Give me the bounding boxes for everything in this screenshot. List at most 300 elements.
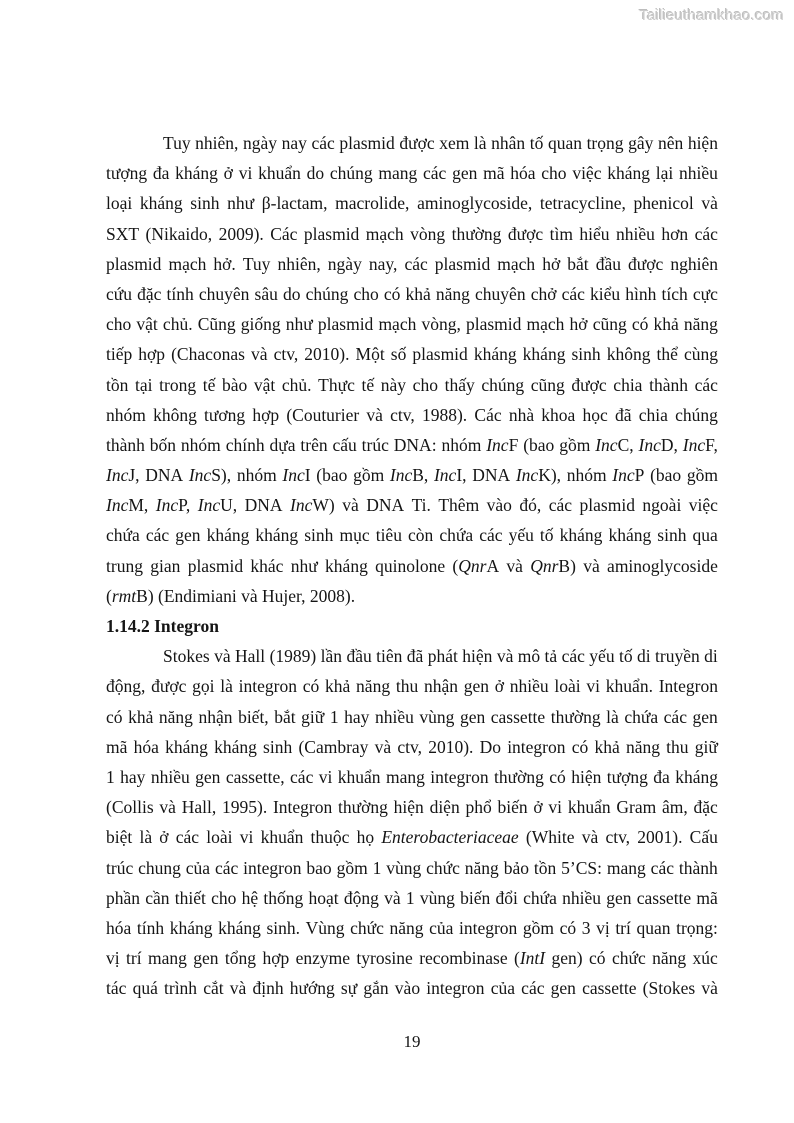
word-token [222,370,247,400]
word-token [424,671,458,701]
text-segment: các [145,525,170,546]
word-token [106,671,145,701]
word-token [250,551,283,581]
text-segment: chuyên [198,283,250,304]
text-segment: thành [678,857,718,878]
text-line [106,792,718,822]
word-token [282,370,312,400]
text-segment: đã [406,646,424,667]
word-token [657,520,686,550]
word-token [695,732,718,762]
text-segment: Một [355,344,385,365]
word-token [286,400,359,430]
word-token [273,792,332,822]
text-line [106,641,718,671]
text-segment: 2001). [637,827,683,848]
text-segment: đổi [495,887,518,908]
word-token [540,188,626,218]
text-segment: (bao [523,434,555,455]
word-token [652,943,686,973]
text-segment: gồm [559,434,591,455]
text-line [106,128,718,158]
italic-text: Inc [638,434,661,455]
text-segment: như [290,555,318,576]
word-token [628,128,653,158]
word-token [616,792,656,822]
text-segment: vị [106,948,120,969]
word-token [171,339,245,369]
word-token [376,520,402,550]
text-segment: hợp [138,344,166,365]
text-segment: diện [429,797,460,818]
text-segment: lại [655,163,674,184]
word-token [159,370,196,400]
text-segment: chức [426,857,460,878]
text-segment: sâu [254,283,278,304]
italic-text: Inc [155,495,179,516]
word-token [428,641,458,671]
word-token [464,671,489,701]
text-segment: xem [439,133,470,153]
text-segment: năng [389,917,424,938]
word-token [452,219,502,249]
word-token [615,913,631,943]
text-segment: biết, [238,706,269,727]
text-segment: integron [426,978,485,999]
word-token [460,883,490,913]
word-token [306,913,345,943]
text-line [106,370,718,400]
word-token [274,702,295,732]
text-line [106,853,718,883]
word-token [412,490,431,520]
word-token [243,128,277,158]
text-segment: lần [320,646,343,667]
word-token [572,339,601,369]
word-token [523,913,554,943]
word-token [344,883,379,913]
word-token [523,339,566,369]
text-segment: được [399,133,435,153]
text-segment: có [589,948,606,969]
word-token [356,339,385,369]
word-token [654,309,679,339]
text-segment: vật [253,374,276,395]
text-segment: nhóm [566,465,607,486]
word-token [175,520,200,550]
word-token [399,128,434,158]
word-token [304,219,359,249]
text-segment: cho [106,314,132,335]
word-token [390,460,428,490]
word-token [589,641,614,671]
word-token [346,641,371,671]
italic-text: Inc [486,434,509,455]
text-segment: các [521,978,545,999]
word-token [460,702,485,732]
text-segment: và [506,555,523,576]
word-token [687,460,718,490]
text-segment: 3 [581,917,591,938]
word-token [435,249,490,279]
word-token [106,551,143,581]
word-token [526,822,575,852]
word-token [270,641,317,671]
text-segment: ngoài [642,495,682,516]
text-segment: chúng [329,163,373,184]
text-segment: tố [529,133,544,153]
text-segment: tồn [106,374,129,395]
word-token [637,641,651,671]
word-token [693,943,718,973]
word-token [277,249,320,279]
text-segment: các [548,495,573,516]
text-segment: thuộc [310,827,350,848]
word-token [325,551,368,581]
word-token [156,490,191,520]
text-segment: kháng [206,525,250,546]
word-token [421,309,460,339]
text-segment: 5’CS: [561,857,602,878]
word-token [475,279,526,309]
text-segment: 2009). [218,223,264,244]
word-token [203,370,216,400]
text-segment: gồm [686,465,718,486]
word-token [481,370,524,400]
word-token [167,279,194,309]
word-token [593,309,627,339]
text-segment: do [306,163,325,184]
text-segment: bảo [503,857,529,878]
word-token [531,279,557,309]
text-segment: thu [666,736,689,757]
text-segment: cho [541,163,567,184]
text-segment: recombinase [419,948,508,969]
text-segment: đã [615,404,632,425]
word-token [521,973,544,1003]
text-line [106,973,718,1003]
text-segment: trọng [586,133,624,153]
text-segment: chính [225,434,265,455]
text-segment: M, [128,495,149,516]
text-line [106,822,718,852]
text-segment: di [637,646,651,667]
word-token [168,249,206,279]
word-token [378,309,416,339]
text-segment: dựa [269,434,296,455]
word-token [684,339,718,369]
word-token [497,792,527,822]
word-token [589,943,606,973]
text-segment: J, [128,465,140,486]
word-token [572,732,589,762]
text-segment: gen [195,766,221,787]
word-token [146,520,169,550]
text-segment: sự [340,978,358,999]
word-token [291,551,318,581]
text-segment: P, [178,495,191,516]
text-segment: biến [460,887,491,908]
text-segment: nhiều [679,163,718,184]
word-token [516,460,561,490]
text-segment: hóa [106,917,132,938]
text-segment: chứa [523,887,557,908]
word-token [182,792,217,822]
word-token [661,219,688,249]
text-segment: kháng [522,344,566,365]
word-token [514,943,545,973]
word-token [106,943,120,973]
text-segment: hóa [510,163,536,184]
text-segment: chúng [675,404,718,425]
word-token [175,883,206,913]
word-token [465,792,491,822]
word-token [263,883,303,913]
text-segment: kháng [473,344,517,365]
text-segment: gen [550,978,576,999]
word-token [290,490,335,520]
word-token [472,460,510,490]
paragraph-plasmid [106,128,718,611]
text-segment: cassette [636,887,692,908]
text-segment: cấu [332,434,357,455]
text-line [106,249,718,279]
text-segment: (bao [650,465,682,486]
text-segment: K), [538,465,562,486]
text-segment: ở [159,827,169,848]
word-token [153,158,170,188]
word-token [426,973,484,1003]
word-token [337,853,368,883]
word-token [412,339,467,369]
word-token [407,641,424,671]
text-segment: được [151,676,187,697]
text-segment: loài [554,676,581,697]
word-token [290,762,313,792]
word-token [509,520,534,550]
text-line [106,279,718,309]
text-line [106,671,718,701]
word-token [607,158,650,188]
word-token [670,249,718,279]
text-segment: thấy [444,374,475,395]
word-token [193,943,218,973]
word-token [562,279,585,309]
italic-text: Inc [515,465,539,486]
text-segment: và [214,646,231,667]
italic-text: Inc [389,465,413,486]
text-segment: các [479,525,503,546]
word-token [135,370,153,400]
text-segment: bắt [567,253,589,274]
word-token [151,671,186,701]
text-segment: hiện [687,133,718,153]
text-segment: gen [175,525,201,546]
word-token [636,913,670,943]
word-token [241,309,281,339]
text-segment: thống [263,887,304,908]
text-segment: như [285,314,313,335]
word-token [551,702,601,732]
word-token [554,671,580,701]
word-token [139,822,152,852]
text-segment: tổng [224,948,257,969]
text-segment: trí [615,917,631,938]
text-segment: sinh. [266,917,301,938]
text-segment: thường [494,766,544,787]
text-line [106,158,718,188]
text-segment: thường [338,797,388,818]
text-segment: trúc [106,857,134,878]
text-segment: đa [152,163,170,184]
text-segment: là [139,827,153,848]
text-line [106,188,718,218]
word-token [567,249,588,279]
text-segment: DNA [472,465,511,486]
text-segment: thường [550,706,601,727]
word-token [548,792,562,822]
word-token [269,430,295,460]
italic-text: Inc [106,495,129,516]
word-token [214,641,231,671]
word-token [438,490,479,520]
italic-text: Inc [188,465,212,486]
text-segment: Integron [272,797,333,818]
word-token [570,309,588,339]
text-segment: vùng [386,857,422,878]
text-segment: tả [544,646,558,667]
text-segment: sinh [304,525,334,546]
text-segment: 1988). [421,404,468,425]
text-segment: chuyên [475,283,526,304]
text-segment: việc [572,163,602,184]
word-token [163,128,191,158]
text-segment: Cấu [689,827,718,848]
word-token [459,913,517,943]
word-token [330,702,339,732]
text-segment: quan [636,917,671,938]
text-segment: Ti. [411,495,431,516]
word-token [366,490,404,520]
word-token [527,309,565,339]
text-segment: plasmid [434,253,491,274]
word-token [567,460,607,490]
text-segment: gen [463,676,490,697]
word-token [579,219,609,249]
text-segment: giống [240,314,281,335]
word-token [309,883,339,913]
word-token [181,430,221,460]
word-token [222,792,267,822]
text-segment: 2010). [428,736,474,757]
text-segment: trung [106,555,143,576]
word-token [163,641,210,671]
word-token [350,913,384,943]
word-token [430,792,460,822]
text-segment: sinh [657,525,687,546]
text-segment: tố [618,646,633,667]
word-token [150,430,176,460]
word-token [353,460,384,490]
text-segment: khoa [541,404,576,425]
word-token [384,883,401,913]
text-segment: hiểu [579,223,610,244]
word-token [580,490,635,520]
text-segment: khuẩn [567,797,611,818]
text-segment: kháng [675,766,718,787]
text-segment: có [383,283,401,304]
text-segment: hay [344,706,370,727]
word-token [491,128,525,158]
word-token [335,188,409,218]
text-segment: các [561,646,585,667]
text-segment: trên [300,434,328,455]
text-segment: phần [106,887,141,908]
word-token [491,973,515,1003]
word-token [137,279,161,309]
word-token [211,883,236,913]
text-segment: (bao [316,465,348,486]
text-segment: khả [128,706,154,727]
text-segment: 1 [372,857,382,878]
text-segment: trúc [361,434,389,455]
word-token [243,853,301,883]
text-segment: truyền [655,646,700,667]
word-token [126,943,142,973]
text-line [106,430,718,460]
word-token [474,128,487,158]
word-token [219,219,264,249]
text-segment: 1 [106,766,115,787]
word-token [251,339,268,369]
text-segment: thành [649,374,688,395]
word-token [429,913,453,943]
word-token [651,853,674,883]
text-segment: giữ [301,706,325,727]
word-token [395,973,420,1003]
word-token [491,702,545,732]
text-segment: kháng [559,525,603,546]
word-token [619,641,633,671]
text-segment: β-lactam, [261,193,328,214]
word-token [422,400,467,430]
text-line [106,490,718,520]
text-segment: tiêu [375,525,402,546]
text-segment: aminoglycoside, [417,193,533,214]
word-token [551,973,576,1003]
text-segment: cho [211,887,237,908]
word-token [542,249,560,279]
word-token [120,762,145,792]
word-token [190,188,219,218]
word-token [106,973,126,1003]
word-token [240,822,254,852]
word-token [270,219,297,249]
word-token [366,400,383,430]
italic-text: Inc [282,465,305,486]
word-token [261,822,304,852]
word-token [540,520,554,550]
text-segment: (1989) [269,646,317,667]
text-segment: thể [656,344,678,365]
word-token [693,702,718,732]
text-segment: năng [435,283,470,304]
word-token [494,762,544,792]
word-token [510,671,549,701]
text-segment: này [380,374,407,395]
text-segment: cassette [582,978,637,999]
text-segment: DNA [244,495,283,516]
